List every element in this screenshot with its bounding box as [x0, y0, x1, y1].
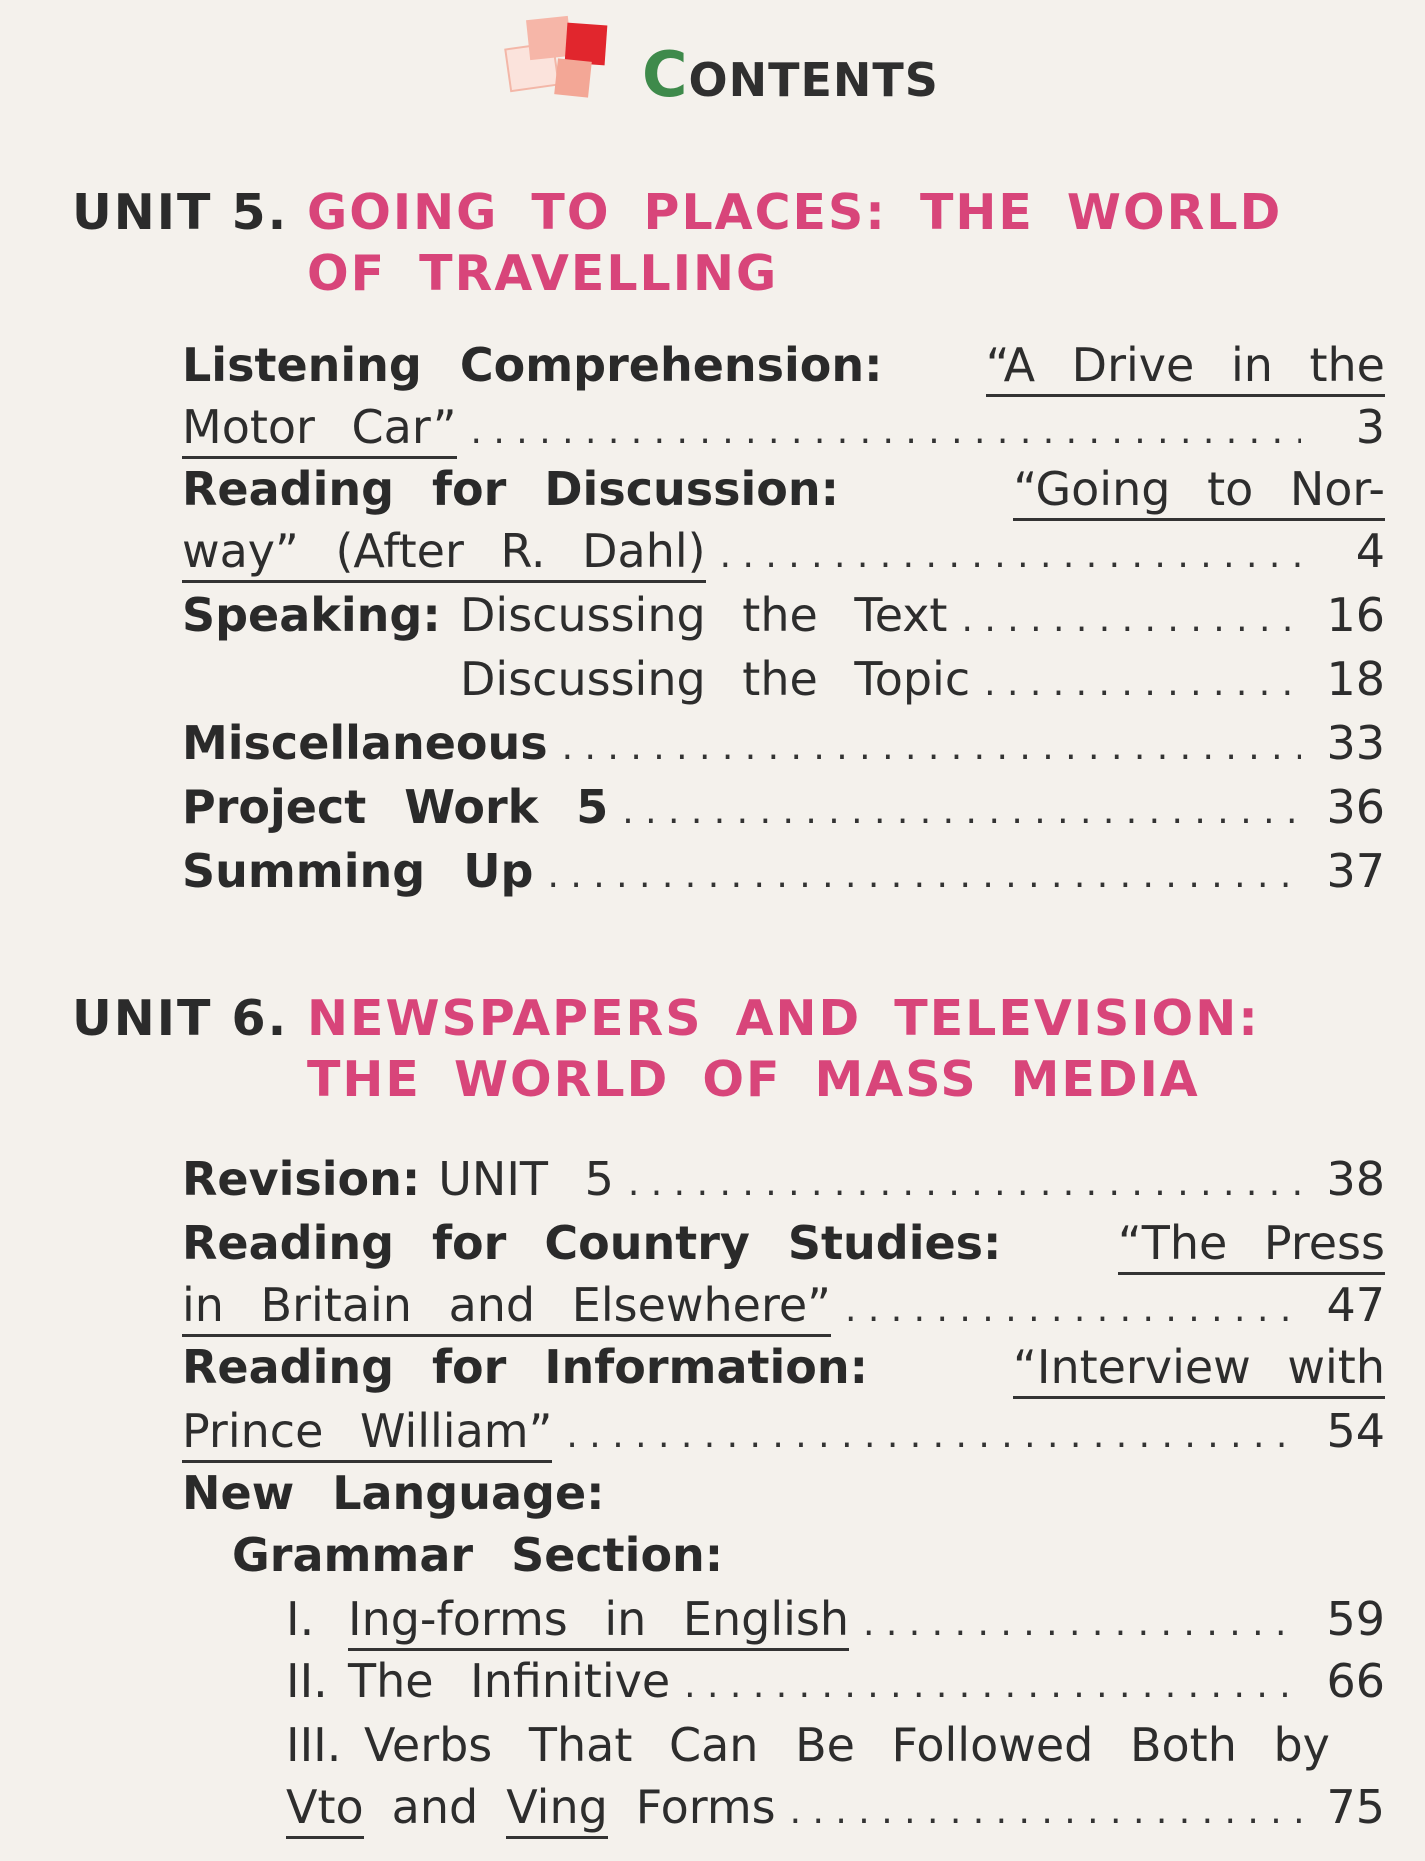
dot-leader [566, 1407, 1301, 1465]
toc-entry-line [182, 778, 1385, 836]
entry-link[interactable]: Prince William” [182, 1402, 552, 1463]
unit-5-title-line1: GOING TO PLACES: THE WORLD [307, 184, 1283, 241]
entry-heading: Revision: [182, 1152, 421, 1206]
dot-leader [622, 783, 1301, 841]
toc-entry-line [182, 398, 1385, 456]
page-number: 4 [1355, 524, 1385, 578]
page-title: CONTENTS [642, 38, 939, 111]
toc-entry-line [182, 1464, 1385, 1522]
entry-heading: Speaking: [182, 588, 441, 642]
toc-entry-line [286, 1778, 1385, 1836]
entry-heading: Summing Up [182, 844, 534, 898]
unit-6-title-line1: NEWSPAPERS AND TELEVISION: [307, 990, 1260, 1047]
toc-entry-line [232, 1526, 1385, 1584]
entry-link[interactable]: Motor Car” [182, 398, 457, 459]
toc-entry-line [182, 460, 1385, 518]
toc-entry-line [182, 1338, 1385, 1396]
page-number: 16 [1326, 588, 1385, 642]
entry-link[interactable]: “Going to Nor- [1013, 460, 1385, 521]
page-number: 47 [1326, 1278, 1385, 1332]
entry-text: Forms [635, 1780, 776, 1834]
toc-entry-line [182, 1402, 1385, 1460]
page-number: 54 [1326, 1404, 1385, 1458]
page-number: 3 [1355, 400, 1385, 454]
page-number: 75 [1326, 1780, 1385, 1834]
unit-5-heading [72, 184, 1282, 302]
entry-heading: Miscellaneous [182, 716, 548, 770]
dot-leader [628, 1155, 1301, 1213]
toc-entry-line [182, 522, 1385, 580]
entry-heading: Project Work 5 [182, 780, 609, 834]
dot-leader [471, 403, 1301, 461]
dot-leader [845, 1281, 1301, 1339]
entry-text: The Infinitive [348, 1654, 671, 1708]
entry-number: I. [286, 1592, 315, 1646]
entry-link[interactable]: way” (After R. Dahl) [182, 522, 706, 583]
entry-link[interactable]: Vto [286, 1778, 364, 1839]
entry-heading: Reading for Discussion: [182, 462, 839, 516]
toc-entry-line [182, 586, 1385, 644]
toc-entry-line [182, 650, 1385, 708]
page-number: 66 [1326, 1654, 1385, 1708]
dot-leader [562, 719, 1301, 777]
dot-leader [720, 527, 1301, 585]
squares-logo-icon [500, 8, 620, 108]
toc-entry-line [182, 842, 1385, 900]
entry-number: III. [286, 1718, 342, 1772]
unit-6-label: UNIT 6. [72, 990, 289, 1047]
entry-text: Discussing the Topic [460, 652, 971, 706]
unit-6-heading [72, 990, 1260, 1108]
entry-number: II. [286, 1654, 328, 1708]
page-number: 18 [1326, 652, 1385, 706]
entry-link[interactable]: Ving [506, 1778, 608, 1839]
entry-heading: Grammar Section: [232, 1528, 724, 1582]
toc-entry-line [182, 1214, 1385, 1272]
unit-5-label: UNIT 5. [72, 184, 289, 241]
entry-heading: Reading for Country Studies: [182, 1216, 1002, 1270]
unit-6-title-line2: THE WORLD OF MASS MEDIA [307, 1051, 1200, 1108]
toc-entry-line [182, 714, 1385, 772]
dot-leader [684, 1657, 1301, 1715]
entry-text: Verbs That Can Be Followed Both by [364, 1718, 1330, 1772]
page-header [500, 8, 960, 118]
entry-heading: New Language: [182, 1466, 605, 1520]
page-number: 59 [1326, 1592, 1385, 1646]
entry-heading: Reading for Information: [182, 1340, 869, 1394]
toc-entry-line [286, 1716, 1385, 1774]
dot-leader [863, 1595, 1301, 1653]
entry-text: UNIT 5 [438, 1152, 614, 1206]
toc-entry-line [182, 1276, 1385, 1334]
toc-entry-line [286, 1652, 1385, 1710]
dot-leader [790, 1783, 1301, 1841]
page-number: 38 [1326, 1152, 1385, 1206]
toc-entry-line [286, 1590, 1385, 1648]
dot-leader [961, 591, 1301, 649]
page-number: 33 [1326, 716, 1385, 770]
entry-text: Discussing the Text [460, 588, 948, 642]
entry-heading: Listening Comprehension: [182, 338, 883, 392]
unit-5-title-line2: OF TRAVELLING [307, 245, 779, 302]
toc-entry-line [182, 336, 1385, 394]
page-number: 37 [1326, 844, 1385, 898]
entry-text: and [391, 1780, 479, 1834]
entry-link[interactable]: “Interview with [1013, 1338, 1385, 1399]
dot-leader [984, 655, 1301, 713]
dot-leader [547, 847, 1301, 905]
entry-link[interactable]: “The Press [1118, 1214, 1385, 1275]
entry-link[interactable]: “A Drive in the [986, 336, 1385, 397]
page-number: 36 [1326, 780, 1385, 834]
entry-link[interactable]: Ing-forms in English [348, 1590, 849, 1651]
toc-entry-line [182, 1150, 1385, 1208]
entry-link[interactable]: in Britain and Elsewhere” [182, 1276, 831, 1337]
